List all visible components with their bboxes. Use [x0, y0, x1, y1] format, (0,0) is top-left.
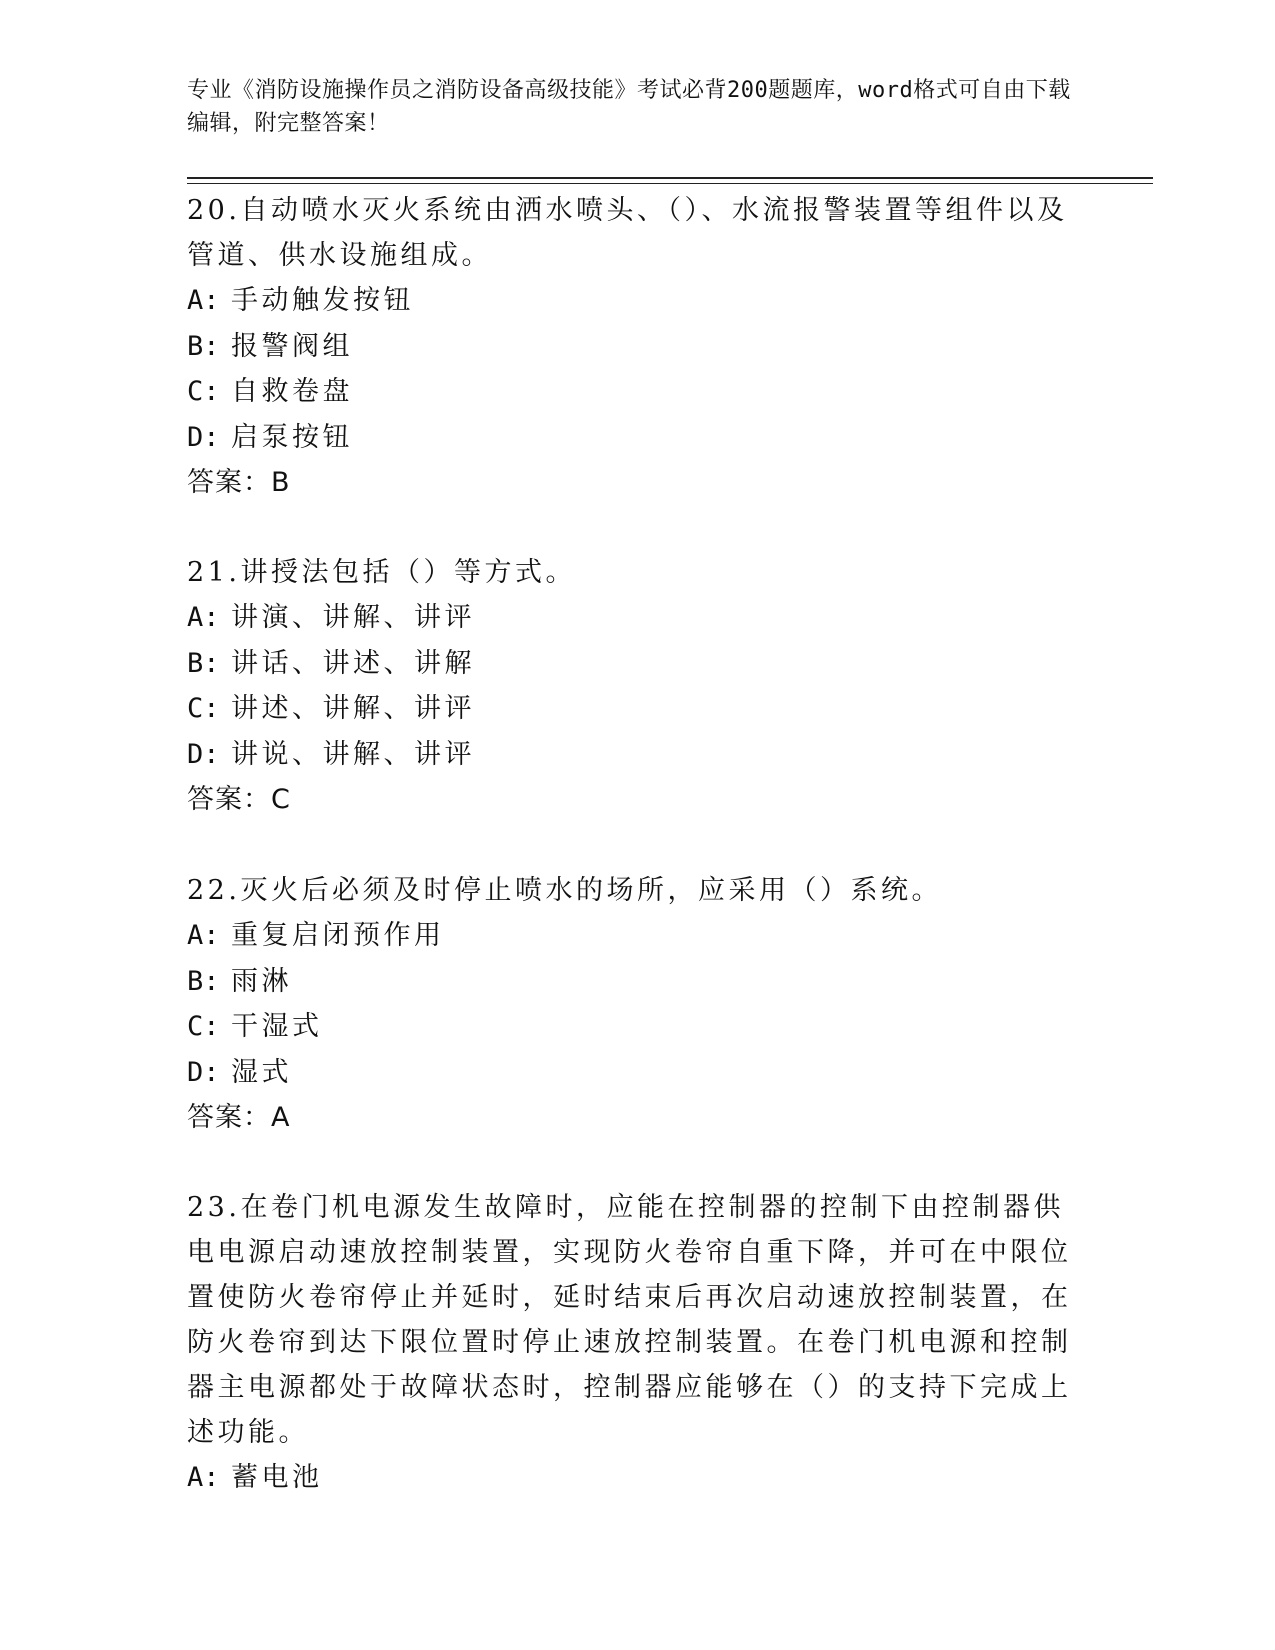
option-text: 讲话、讲述、讲解	[231, 647, 475, 679]
option-text: 讲述、讲解、讲评	[231, 693, 475, 724]
option-letter: A:	[187, 285, 220, 316]
header-divider-thick	[187, 177, 1153, 179]
answer-line: 答案：C	[187, 784, 291, 815]
question-20	[187, 188, 1087, 506]
option-letter: D:	[187, 1056, 220, 1088]
option-letter: D:	[187, 738, 220, 770]
option-b	[187, 641, 1087, 687]
option-a	[187, 1455, 1087, 1501]
document-header: 专业《消防设施操作员之消防设备高级技能》考试必背200题题库，word格式可自由下载编辑，附完整答案！	[187, 78, 1071, 136]
option-letter: B:	[187, 647, 220, 679]
answer-line: 答案：A	[187, 1102, 291, 1133]
option-text: 湿式	[231, 1056, 292, 1088]
question-22	[187, 868, 1087, 1141]
option-text: 干湿式	[231, 1011, 323, 1042]
option-text: 蓄电池	[231, 1462, 323, 1493]
option-d	[187, 415, 1087, 461]
option-letter: B:	[187, 330, 220, 362]
option-a	[187, 595, 1087, 641]
option-letter: C:	[187, 376, 220, 407]
option-letter: C:	[187, 1011, 220, 1042]
question-21	[187, 550, 1087, 823]
option-a	[187, 913, 1087, 959]
option-c	[187, 686, 1087, 732]
question-text: 21.讲授法包括（）等方式。	[187, 557, 576, 588]
question-text: 22.灭火后必须及时停止喷水的场所，应采用（）系统。	[187, 875, 942, 906]
option-letter: A:	[187, 1462, 220, 1493]
option-text: 讲说、讲解、讲评	[231, 738, 475, 770]
option-text: 重复启闭预作用	[231, 920, 445, 951]
option-c	[187, 369, 1087, 415]
answer-line: 答案：B	[187, 467, 291, 498]
option-d	[187, 732, 1087, 778]
option-letter: A:	[187, 920, 220, 951]
question-text: 23.在卷门机电源发生故障时，应能在控制器的控制下由控制器供电电源启动速放控制装置，实现防火卷帘自重下降，并可在中限位置使防火卷帘停止并延时，延时结束后再次启动速放控制装置，在防火卷帘到达下限位置时停止速放控制装置。在卷门机电源和控制器主电源都处于故障状态时，控制器应能够在（）的支持下完成上述功能。	[187, 1192, 1072, 1448]
option-b	[187, 324, 1087, 370]
option-letter: B:	[187, 965, 220, 997]
option-letter: C:	[187, 693, 220, 724]
question-text: 20.自动喷水灭火系统由洒水喷头、（）、水流报警装置等组件以及管道、供水设施组成。	[187, 195, 1068, 271]
option-text: 报警阀组	[231, 330, 353, 362]
option-c	[187, 1004, 1087, 1050]
option-text: 自救卷盘	[231, 376, 353, 407]
option-d	[187, 1050, 1087, 1096]
option-b	[187, 959, 1087, 1005]
option-letter: A:	[187, 602, 220, 633]
option-text: 雨淋	[231, 965, 292, 997]
option-text: 讲演、讲解、讲评	[231, 602, 475, 633]
option-text: 启泵按钮	[231, 421, 353, 453]
option-text: 手动触发按钮	[231, 285, 414, 316]
question-23	[187, 1185, 1087, 1501]
option-letter: D:	[187, 421, 220, 453]
header-divider-thin	[187, 183, 1153, 184]
option-a	[187, 278, 1087, 324]
